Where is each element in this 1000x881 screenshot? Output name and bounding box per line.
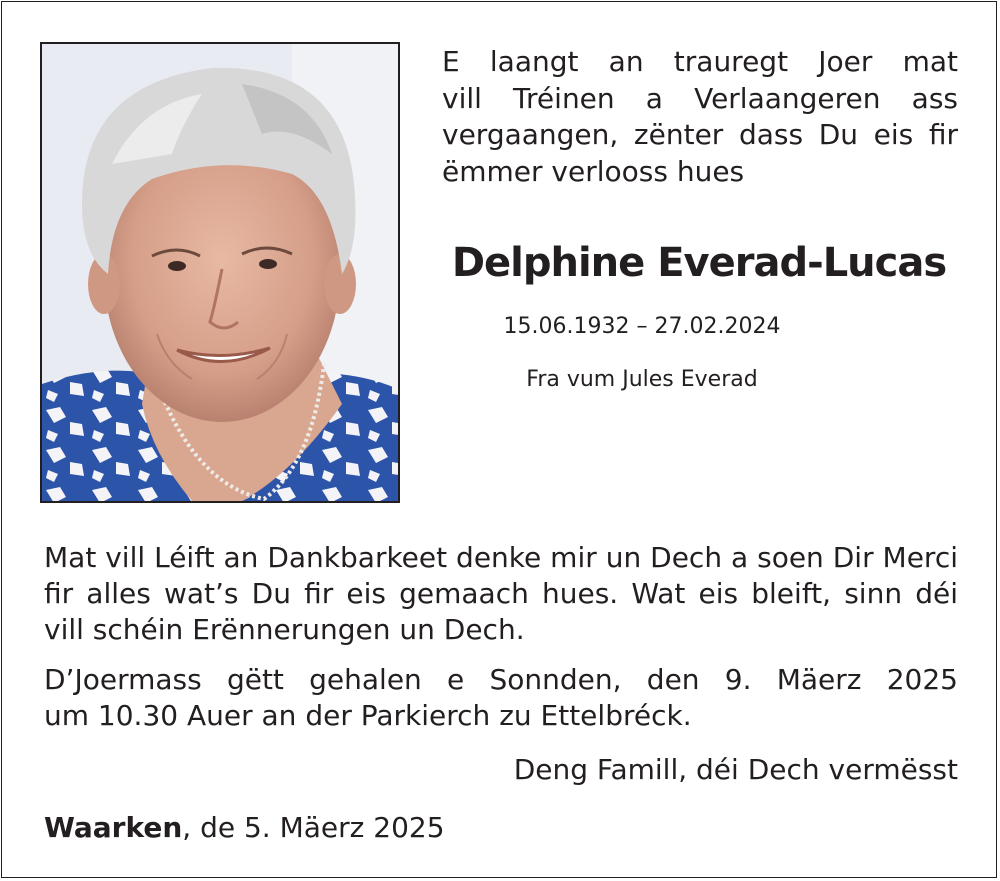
intro-line: E laangt an trauregt Joer mat (442, 45, 958, 78)
family-signoff: Deng Famill, déi Dech vermësst (513, 753, 958, 786)
intro-verse (442, 44, 958, 190)
paragraph-line: D’Joermass gëtt gehalen e Sonnden, den 9. Mäerz 2025 (44, 663, 958, 696)
thanks-paragraph (44, 540, 958, 648)
mass-paragraph (44, 662, 958, 734)
intro-line: ëmmer verlooss hues (442, 154, 745, 188)
intro-line: vill Tréinen a Verlaangeren ass (442, 81, 958, 115)
paragraph-line: vill schéin Erënnerungen un Dech. (44, 613, 525, 646)
deceased-name: Delphine Everad-Lucas (451, 240, 947, 286)
paragraph-line: Mat vill Léift an Dankbarkeet denke mir un Dech a soen Dir Merci (44, 541, 958, 574)
place-date (44, 811, 445, 844)
date-text: , de 5. Mäerz 2025 (182, 811, 445, 844)
paragraph-line: fir alles wat’s Du fir eis gemaach hues. Wat eis bleift, sinn déi (44, 577, 958, 610)
portrait-photo (40, 42, 400, 503)
paragraph-line: um 10.30 Auer an der Parkierch zu Ettelbréck. (44, 699, 692, 732)
relation-text: Fra vum Jules Everad (526, 367, 758, 392)
intro-line: vergaangen, zënter dass Du eis fir (442, 118, 958, 151)
life-dates: 15.06.1932 – 27.02.2024 (503, 314, 781, 339)
place-name: Waarken (44, 811, 183, 844)
